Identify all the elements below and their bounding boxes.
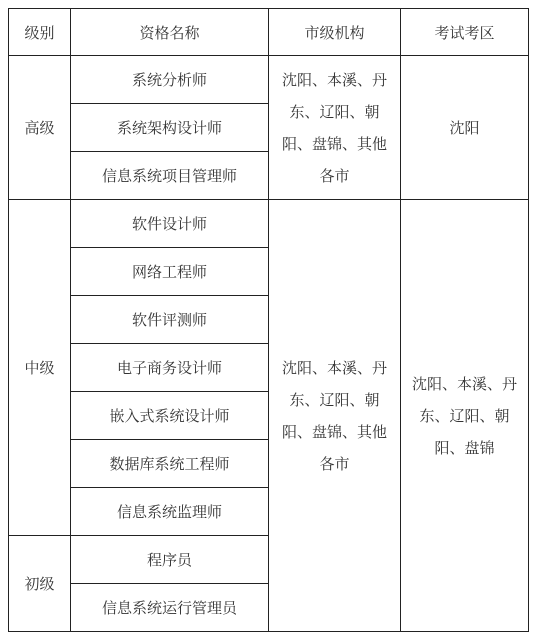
- organizer-cell-intermediate: 沈阳、本溪、丹东、辽阳、朝阳、盘锦、其他各市: [269, 200, 401, 632]
- table-row: [9, 56, 529, 104]
- qualification-cell: 软件评测师: [71, 296, 269, 344]
- header-exam-area: 考试考区: [401, 9, 529, 56]
- organizer-cell-senior: 沈阳、本溪、丹东、辽阳、朝阳、盘锦、其他各市: [269, 56, 401, 200]
- header-row: [9, 9, 529, 56]
- qualification-cell: 信息系统监理师: [71, 488, 269, 536]
- qualification-cell: 信息系统项目管理师: [71, 152, 269, 200]
- qualification-exam-table: [8, 8, 529, 632]
- qualification-cell: 网络工程师: [71, 248, 269, 296]
- exam-area-cell-intermediate: 沈阳、本溪、丹东、辽阳、朝阳、盘锦: [401, 200, 529, 632]
- qualification-cell: 系统分析师: [71, 56, 269, 104]
- qualification-cell: 电子商务设计师: [71, 344, 269, 392]
- level-cell-intermediate: 中级: [9, 200, 71, 536]
- qualification-cell: 嵌入式系统设计师: [71, 392, 269, 440]
- qualification-cell: 软件设计师: [71, 200, 269, 248]
- level-cell-junior: 初级: [9, 536, 71, 632]
- header-level: 级别: [9, 9, 71, 56]
- qualification-cell: 数据库系统工程师: [71, 440, 269, 488]
- table-row: [9, 200, 529, 248]
- qualification-cell: 程序员: [71, 536, 269, 584]
- header-qualification: 资格名称: [71, 9, 269, 56]
- qualification-cell: 系统架构设计师: [71, 104, 269, 152]
- level-cell-senior: 高级: [9, 56, 71, 200]
- header-organizer: 市级机构: [269, 9, 401, 56]
- exam-area-cell-senior: 沈阳: [401, 56, 529, 200]
- qualification-cell: 信息系统运行管理员: [71, 584, 269, 632]
